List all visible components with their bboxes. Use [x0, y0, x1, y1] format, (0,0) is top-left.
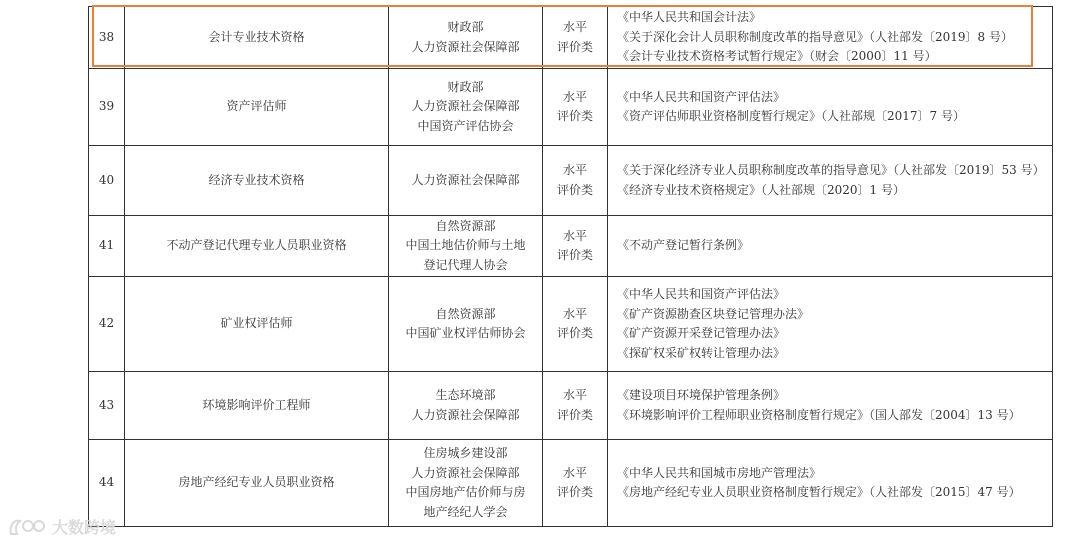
- department-line: 人力资源社会保障部: [411, 407, 520, 422]
- type-line: 评价类: [556, 39, 593, 54]
- type-cell: [543, 69, 608, 146]
- department-line: 人力资源社会保障部: [411, 39, 520, 54]
- department-line: 地产经纪人学会: [423, 504, 508, 519]
- type-line: 水平: [562, 20, 587, 34]
- qualification-name-cell: 资产评估师: [125, 69, 389, 146]
- legal-basis-line: 《建设项目环境保护管理条例》: [617, 388, 786, 402]
- legal-basis-cell: [608, 7, 1053, 69]
- legal-basis-line: 《矿产资源开采登记管理办法》: [617, 326, 786, 340]
- table-row: [89, 7, 1053, 69]
- department-cell: [389, 7, 543, 69]
- legal-basis-line: 《探矿权采矿权转让管理办法》: [617, 345, 786, 360]
- department-line: 人力资源社会保障部: [411, 465, 520, 480]
- type-line: 评价类: [556, 182, 593, 197]
- row-number-cell: 42: [89, 277, 125, 372]
- type-line: 水平: [562, 163, 587, 177]
- legal-basis-line: 《中华人民共和国城市房地产管理法》: [617, 465, 822, 480]
- legal-basis-line: 《房地产经纪专业人员职业资格制度暂行规定》（人社部发〔2015〕47 号）: [617, 485, 1021, 499]
- type-cell: [543, 372, 608, 440]
- qualification-table: [88, 6, 1053, 527]
- type-line: 水平: [562, 89, 587, 104]
- watermark-logo-icon: [8, 516, 46, 538]
- legal-basis-line: 《矿产资源勘查区块登记管理办法》: [617, 306, 810, 321]
- type-line: 评价类: [556, 407, 593, 422]
- department-line: 人力资源社会保障部: [411, 99, 520, 114]
- department-line: 中国土地估价师与土地: [405, 238, 526, 253]
- department-line: 住房城乡建设部: [423, 446, 508, 460]
- legal-basis-line: 《会计专业技术资格考试暂行规定》（财会〔2000〕11 号）: [617, 49, 937, 64]
- legal-basis-line: 《中华人民共和国会计法》: [617, 10, 762, 25]
- department-cell: [389, 372, 543, 440]
- watermark: [8, 515, 116, 538]
- department-cell: [389, 440, 543, 527]
- department-cell: [389, 69, 543, 146]
- department-cell: [389, 146, 543, 216]
- department-cell: [389, 216, 543, 277]
- legal-basis-line: 《不动产登记暂行条例》: [617, 238, 750, 253]
- table-row: [89, 69, 1053, 146]
- type-cell: [543, 277, 608, 372]
- watermark-text: 大数跨境: [52, 518, 117, 537]
- legal-basis-cell: [608, 277, 1053, 372]
- legal-basis-line: 《关于深化经济专业人员职称制度改革的指导意见》（人社部发〔2019〕53 号）: [617, 163, 1045, 177]
- qualification-name-cell: 经济专业技术资格: [125, 146, 389, 216]
- table-row: [89, 372, 1053, 440]
- department-line: 生态环境部: [435, 388, 496, 402]
- legal-basis-cell: [608, 440, 1053, 527]
- table-row: [89, 216, 1053, 277]
- qualification-name-cell: 会计专业技术资格: [125, 7, 389, 69]
- table-body: [89, 7, 1053, 527]
- legal-basis-cell: [608, 146, 1053, 216]
- type-line: 评价类: [556, 485, 593, 499]
- table-row: [89, 146, 1053, 216]
- department-line: 登记代理人协会: [423, 257, 508, 272]
- legal-basis-line: 《关于深化会计人员职称制度改革的指导意见》（人社部发〔2019〕8 号）: [617, 29, 1013, 44]
- type-cell: [543, 440, 608, 527]
- department-line: 中国资产评估协会: [417, 118, 514, 133]
- type-line: 评价类: [556, 248, 593, 262]
- row-number-cell: 38: [89, 7, 125, 69]
- legal-basis-cell: [608, 69, 1053, 146]
- department-line: 人力资源社会保障部: [411, 172, 520, 187]
- department-line: 财政部: [447, 20, 484, 34]
- legal-basis-line: 《中华人民共和国资产评估法》: [617, 287, 786, 301]
- row-number-cell: 43: [89, 372, 125, 440]
- row-number-cell: 40: [89, 146, 125, 216]
- type-line: 水平: [562, 228, 587, 243]
- type-line: 评价类: [556, 326, 593, 340]
- department-line: 自然资源部: [435, 218, 496, 233]
- type-cell: [543, 216, 608, 277]
- type-cell: [543, 146, 608, 216]
- table-row: [89, 440, 1053, 527]
- qualification-name-cell: 环境影响评价工程师: [125, 372, 389, 440]
- department-line: 中国房地产估价师与房: [405, 485, 526, 499]
- legal-basis-line: 《环境影响评价工程师职业资格制度暂行规定》（国人部发〔2004〕13 号）: [617, 407, 1021, 422]
- legal-basis-line: 《经济专业技术资格规定》（人社部规〔2020〕1 号）: [617, 182, 905, 197]
- type-line: 评价类: [556, 109, 593, 123]
- qualification-name-cell: 矿业权评估师: [125, 277, 389, 372]
- department-line: 财政部: [447, 79, 484, 94]
- department-line: 自然资源部: [435, 306, 496, 321]
- row-number-cell: 41: [89, 216, 125, 277]
- department-cell: [389, 277, 543, 372]
- type-line: 水平: [562, 465, 587, 480]
- legal-basis-line: 《中华人民共和国资产评估法》: [617, 89, 786, 104]
- table-row: [89, 277, 1053, 372]
- legal-basis-cell: [608, 216, 1053, 277]
- row-number-cell: 39: [89, 69, 125, 146]
- legal-basis-cell: [608, 372, 1053, 440]
- qualification-name-cell: 不动产登记代理专业人员职业资格: [125, 216, 389, 277]
- type-line: 水平: [562, 388, 587, 402]
- legal-basis-line: 《资产评估师职业资格制度暂行规定》（人社部规〔2017〕7 号）: [617, 109, 965, 123]
- department-line: 中国矿业权评估师协会: [405, 326, 526, 340]
- type-line: 水平: [562, 306, 587, 321]
- row-number-cell: 44: [89, 440, 125, 527]
- qualification-name-cell: 房地产经纪专业人员职业资格: [125, 440, 389, 527]
- type-cell: [543, 7, 608, 69]
